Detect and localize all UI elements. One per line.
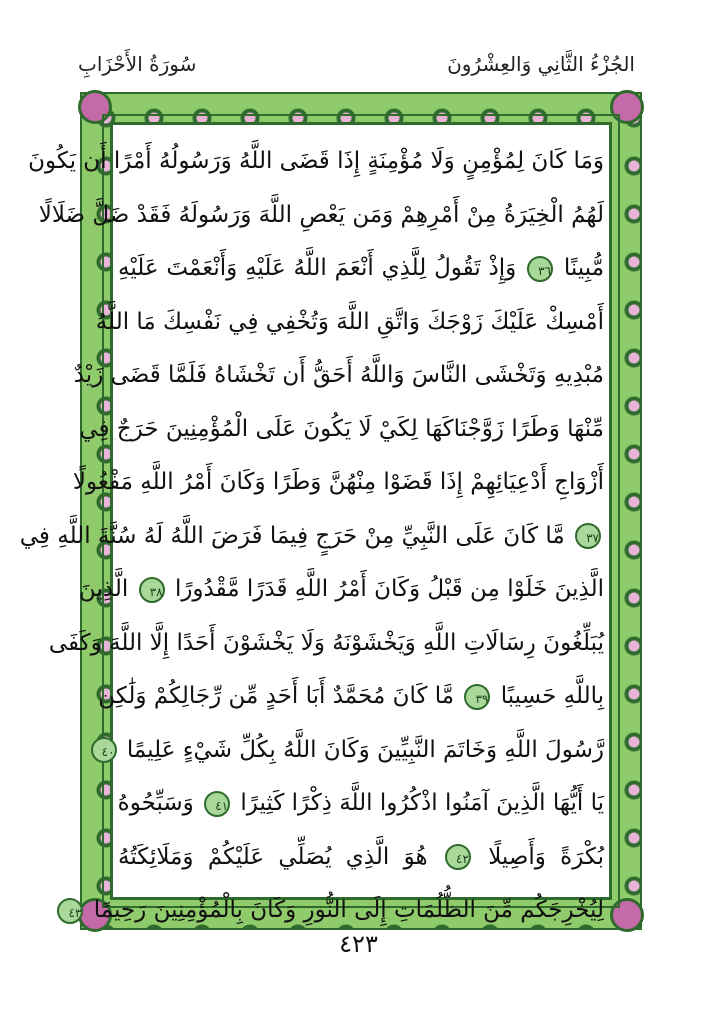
verse-text: أَمْسِكْ عَلَيْكَ زَوْجَكَ وَاتَّقِ اللَّهَ وَتُخْفِي فِي نَفْسِكَ مَا اللَّهُ <box>95 308 604 335</box>
verse-text: رَّسُولَ اللَّهِ وَخَاتَمَ النَّبِيِّينَ وَكَانَ اللَّهُ بِكُلِّ شَيْءٍ عَلِيمًا <box>126 736 604 763</box>
verse-text: وَمَا كَانَ لِمُؤْمِنٍ وَلَا مُؤْمِنَةٍ إِذَا قَضَى اللَّهُ وَرَسُولُهُ أَمْرًا أَن يَكُونَ <box>28 148 604 174</box>
ayah-number-icon: ٤٢ <box>445 844 471 870</box>
verse-text: مُبْدِيهِ وَتَخْشَى النَّاسَ وَاللَّهُ أَحَقُّ أَن تَخْشَاهُ فَلَمَّا قَضَى زَيْدٌ <box>73 362 604 388</box>
surah-name: سُورَةُ الأَحْزَابِ <box>78 52 197 76</box>
ayah-number-icon: ٣٦ <box>527 256 553 282</box>
verse-text: مُّبِينًا <box>563 255 605 281</box>
verse-text: يُبَلِّغُونَ رِسَالَاتِ اللَّهِ وَيَخْشَوْنَهُ وَلَا يَخْشَوْنَ أَحَدًا إِلَّا اللَّهَ وَكَفَى <box>48 629 604 656</box>
ayah-number-icon: ٣٨ <box>139 577 165 603</box>
verse-text: مَّا كَانَ عَلَى النَّبِيِّ مِنْ حَرَجٍ فِيمَا فَرَضَ اللَّهُ لَهُ سُنَّةَ اللَّهِ فِي <box>19 522 565 549</box>
ayah-number-icon: ٤٣ <box>57 898 83 924</box>
verse-text: بِاللَّهِ حَسِيبًا <box>500 683 604 709</box>
verse-text: الَّذِينَ خَلَوْا مِن قَبْلُ وَكَانَ أَمْرُ اللَّهِ قَدَرًا مَّقْدُورًا <box>174 576 604 602</box>
verse-line <box>118 831 604 885</box>
verse-text: مَّا كَانَ مُحَمَّدٌ أَبَا أَحَدٍ مِّن رِّجَالِكُمْ وَلَٰكِن <box>98 683 455 709</box>
verse-line <box>19 510 604 564</box>
verse-line <box>73 349 604 403</box>
verse-text: لَهُمُ الْخِيَرَةُ مِنْ أَمْرِهِمْ وَمَن يَعْصِ اللَّهَ وَرَسُولَهُ فَقَدْ ضَلَّ ضَلَالًا <box>38 201 604 228</box>
verse-text: هُوَ الَّذِي يُصَلِّي عَلَيْكُمْ وَمَلَائِكَتُهُ <box>118 843 428 870</box>
verse-line <box>78 563 604 617</box>
verse-text: وَإِذْ تَقُولُ لِلَّذِي أَنْعَمَ اللَّهُ عَلَيْهِ وَأَنْعَمْتَ عَلَيْهِ <box>118 255 517 281</box>
page-number: ٤٢٣ <box>339 930 378 958</box>
verse-text: مِّنْهَا وَطَرًا زَوَّجْنَاكَهَا لِكَيْ لَا يَكُونَ عَلَى الْمُؤْمِنِينَ حَرَجٌ فِي <box>79 415 604 442</box>
verse-line <box>101 724 604 778</box>
verse-line <box>38 189 604 243</box>
verse-line <box>98 670 604 724</box>
verse-text: بُكْرَةً وَأَصِيلًا <box>488 843 605 870</box>
verse-line <box>118 777 604 831</box>
verse-text: يَا أَيُّهَا الَّذِينَ آمَنُوا اذْكُرُوا اللَّهَ ذِكْرًا كَثِيرًا <box>240 790 604 816</box>
verse-text: الَّذِينَ <box>78 576 129 602</box>
verse-text: لِيُخْرِجَكُم مِّنَ الظُّلُمَاتِ إِلَى النُّورِ وَكَانَ بِالْمُؤْمِنِينَ رَحِيمًا <box>93 897 604 923</box>
verse-text: أَزْوَاجِ أَدْعِيَائِهِمْ إِذَا قَضَوْا مِنْهُنَّ وَطَرًا وَكَانَ أَمْرُ اللَّهِ مَفْعُولًا <box>72 469 604 495</box>
verse-line <box>28 135 604 189</box>
verse-text-area <box>19 135 605 923</box>
verse-line <box>79 403 604 457</box>
juz-name: الجُزْءُ الثَّانِي وَالعِشْرُونَ <box>447 52 635 76</box>
verse-line <box>72 456 604 510</box>
ayah-number-icon: ٤١ <box>204 791 230 817</box>
ayah-number-icon: ٣٧ <box>575 523 601 549</box>
ayah-number-icon: ٤٠ <box>91 737 117 763</box>
ayah-number-icon: ٣٩ <box>464 684 490 710</box>
verse-line <box>118 242 604 296</box>
verse-line <box>95 296 604 350</box>
verse-line <box>48 617 604 671</box>
verse-text: وَسَبِّحُوهُ <box>117 790 194 816</box>
